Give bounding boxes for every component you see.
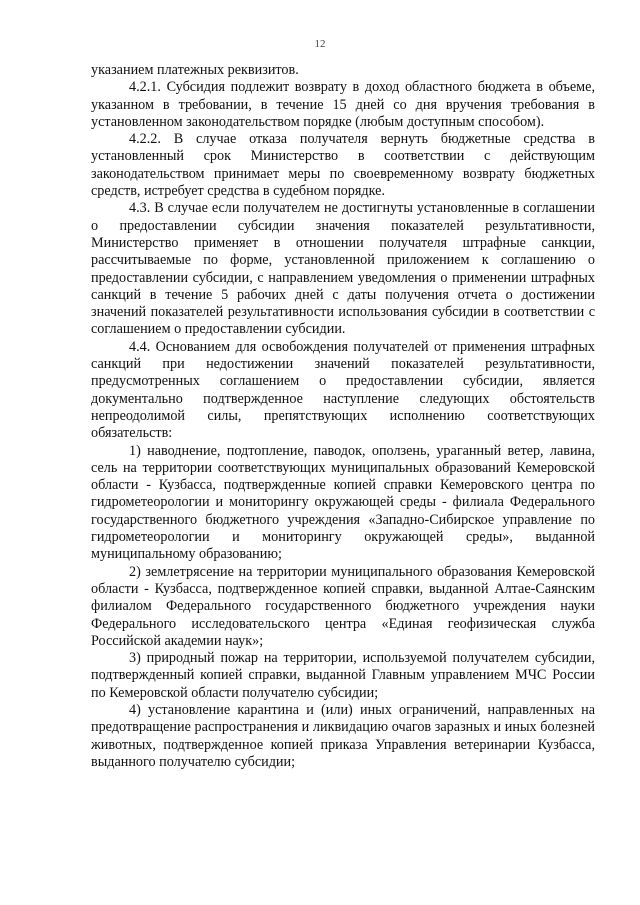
list-item-4: 4) установление карантина и (или) иных ограничений, направленных на предотвращение распространения и ликвидацию очагов заразных и иных болезней животных, подтвержденное копией приказа Управления ветеринарии Кузбасса, выданного получателю субсидии; (91, 701, 595, 770)
paragraph-4-2-1: 4.2.1. Субсидия подлежит возврату в доход областного бюджета в объеме, указанном в требовании, в течение 15 дней со дня вручения требования в установленном законодательством порядке (любым доступным способом). (91, 79, 595, 130)
paragraph-4-2-2: 4.2.2. В случае отказа получателя вернуть бюджетные средства в установленный срок Министерство в соответствии с действующим законодательством принимает меры по своевременному возврату бюджетных средств, истребует средства в судебном порядке. (91, 131, 595, 200)
page-number: 12 (314, 38, 326, 50)
document-body (91, 62, 595, 771)
paragraph-continuation: указанием платежных реквизитов. (91, 62, 299, 78)
list-item-1: 1) наводнение, подтопление, паводок, оползень, ураганный ветер, лавина, сель на территории соответствующих муниципальных образований Кемеровской области - Кузбасса, подтвержденные копией справки Кемеровского центра по гидрометеорологии и мониторингу окружающей среды - филиала Федерального государственного бюджетного учреждения «Западно-Сибирское управление по гидрометеорологии и мониторингу окружающей среды», выданной муниципальному образованию; (91, 442, 595, 563)
paragraph-4-4: 4.4. Основанием для освобождения получателей от применения штрафных санкций при недостижении значений показателей результативности, предусмотренных соглашением о предоставлении субсидии, является документально подтвержденное наступление следующих обстоятельств непреодолимой силы, препятствующих исполнению соответствующих обязательств: (91, 338, 595, 442)
list-item-3: 3) природный пожар на территории, используемой получателем субсидии, подтвержденный копией справки, выданной Главным управлением МЧС России по Кемеровской области получателю субсидии; (91, 650, 595, 701)
list-item-2: 2) землетрясение на территории муниципального образования Кемеровской области - Кузбасса, подтвержденное копией справки, выданной Алтае-Саянским филиалом Федерального государственного бюджетного учреждения науки Федерального исследовательского центра «Единая геофизическая служба Российской академии наук»; (91, 563, 595, 649)
paragraph-4-3: 4.3. В случае если получателем не достигнуты установленные в соглашении о предоставлении субсидии значения показателей результативности, Министерство применяет в отношении получателя штрафные санкции, рассчитываемые по форме, установленной приложением к соглашению о предоставлении субсидии, с направлением уведомления о применении штрафных санкций в течение 5 рабочих дней с даты получения отчета о достижении значений показателей результативности использования субсидии в соответствии с соглашением о предоставлении субсидии. (91, 200, 595, 338)
